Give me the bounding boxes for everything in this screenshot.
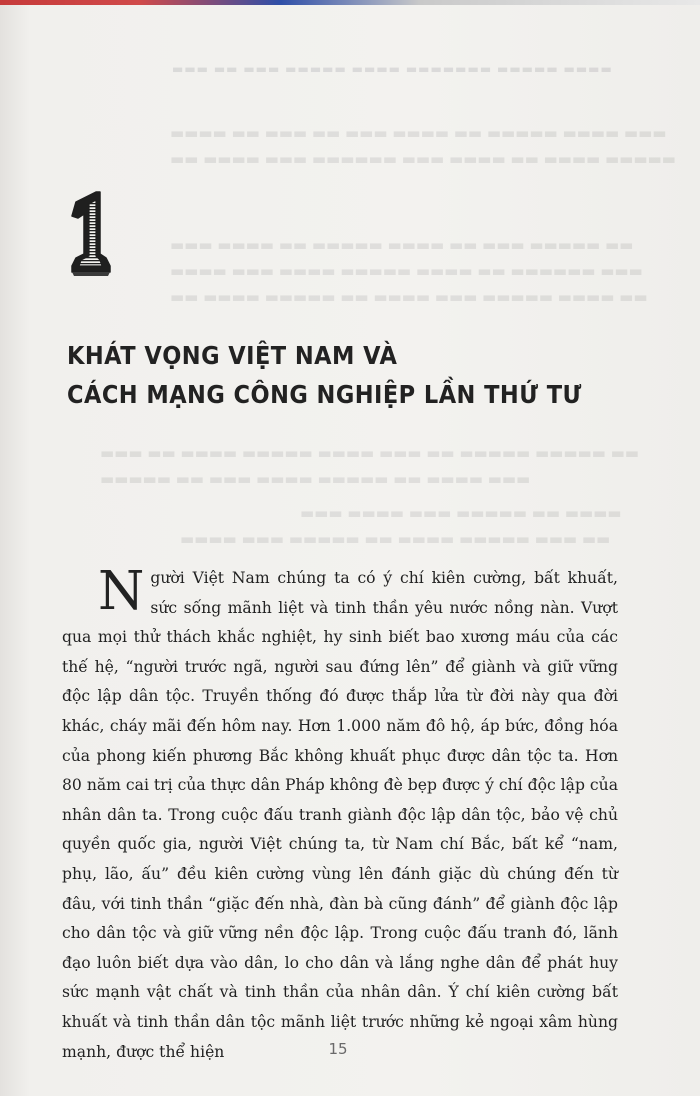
drop-cap: N <box>98 561 145 622</box>
bleed-through-header: ▬▬▬ ▬▬ ▬▬▬ ▬▬▬▬▬ ▬▬▬▬ ▬▬▬▬▬▬▬ ▬▬▬▬▬ ▬▬▬▬ <box>172 62 613 76</box>
bleed-through-text: ▬▬▬ ▬▬▬▬ ▬▬▬ ▬▬▬▬▬ ▬▬ ▬▬▬▬ <box>300 504 622 522</box>
bleed-through-text: ▬▬▬ ▬▬▬▬ ▬▬ ▬▬▬▬▬ ▬▬▬▬ ▬▬ ▬▬▬ ▬▬▬▬▬ ▬▬ <box>170 236 634 254</box>
bleed-through-text: ▬▬▬▬ ▬▬▬ ▬▬▬▬▬ ▬▬ ▬▬▬▬ ▬▬▬▬▬ ▬▬▬ ▬▬ <box>180 530 611 548</box>
bleed-through-text: ▬▬▬▬▬ ▬▬ ▬▬▬ ▬▬▬▬ ▬▬▬▬▬ ▬▬ ▬▬▬▬ ▬▬▬ <box>100 470 531 488</box>
adjacent-book-cover-edge <box>0 0 700 5</box>
chapter-number-graphic <box>62 188 118 278</box>
bleed-through-text: ▬▬▬ ▬▬ ▬▬▬▬ ▬▬▬▬▬ ▬▬▬▬ ▬▬▬ ▬▬ ▬▬▬▬▬ ▬▬▬▬▬ ▬▬ <box>100 444 639 462</box>
body-paragraph-text: gười Việt Nam chúng ta có ý chí kiên cường, bất khuất, sức sống mãnh liệt và tinh thần yêu nước nồng nàn. Vượt qua mọi thử thách khắc nghiệt, hy sinh biết bao xương máu của các thế hệ, “người trước ngã, người sau đứng lên” để giành và giữ vững độc lập dân tộc. Truyền thống đó được thắp lửa từ đời này qua đời khác, cháy mãi đến hôm nay. Hơn 1.000 năm đô hộ, áp bức, đồng hóa của phong kiến phương Bắc không khuất phục được dân tộc ta. Hơn 80 năm cai trị của thực dân Pháp không đè bẹp được ý chí độc lập của nhân dân ta. Trong cuộc đấu tranh giành độc lập dân tộc, bảo vệ chủ quyền quốc gia, người Việt chúng ta, từ Nam chí Bắc, bất kể “nam, phụ, lão, ấu” đều kiên cường vùng lên đánh giặc dù chúng đến từ đâu, với tinh thần “giặc đến nhà, đàn bà cũng đánh” để giành độc lập cho dân tộc và giữ vững nền độc lập. Trong cuộc đấu tranh đó, lãnh đạo luôn biết dựa vào dân, lo cho dân và lắng nghe dân để phát huy sức mạnh vật chất và tinh thần của nhân dân. Ý chí kiên cường bất khuất và tinh thần dân tộc mãnh liệt trước những kẻ ngoại xâm hùng mạnh, được thể hiện <box>62 569 618 1061</box>
bleed-through-text: ▬▬▬▬ ▬▬▬ ▬▬▬▬ ▬▬▬▬▬ ▬▬▬▬ ▬▬ ▬▬▬▬▬▬ ▬▬▬ <box>170 262 643 280</box>
chapter-title-line-1: KHÁT VỌNG VIỆT NAM VÀ <box>67 341 398 370</box>
chapter-title-line-2: CÁCH MẠNG CÔNG NGHIỆP LẦN THỨ TƯ <box>67 380 582 409</box>
bleed-through-text: ▬▬ ▬▬▬▬ ▬▬▬ ▬▬▬▬▬▬ ▬▬▬ ▬▬▬▬ ▬▬ ▬▬▬▬ ▬▬▬▬▬ <box>170 150 676 168</box>
bleed-through-text: ▬▬ ▬▬▬▬ ▬▬▬▬▬ ▬▬ ▬▬▬▬ ▬▬▬ ▬▬▬▬▬ ▬▬▬▬ ▬▬ <box>170 288 648 306</box>
body-paragraph <box>62 561 618 1067</box>
page-number: 15 <box>328 1040 348 1058</box>
bleed-through-text: ▬▬▬▬ ▬▬ ▬▬▬ ▬▬ ▬▬▬ ▬▬▬▬ ▬▬ ▬▬▬▬▬ ▬▬▬▬ ▬▬▬ <box>170 124 667 142</box>
chapter-title <box>67 336 625 414</box>
